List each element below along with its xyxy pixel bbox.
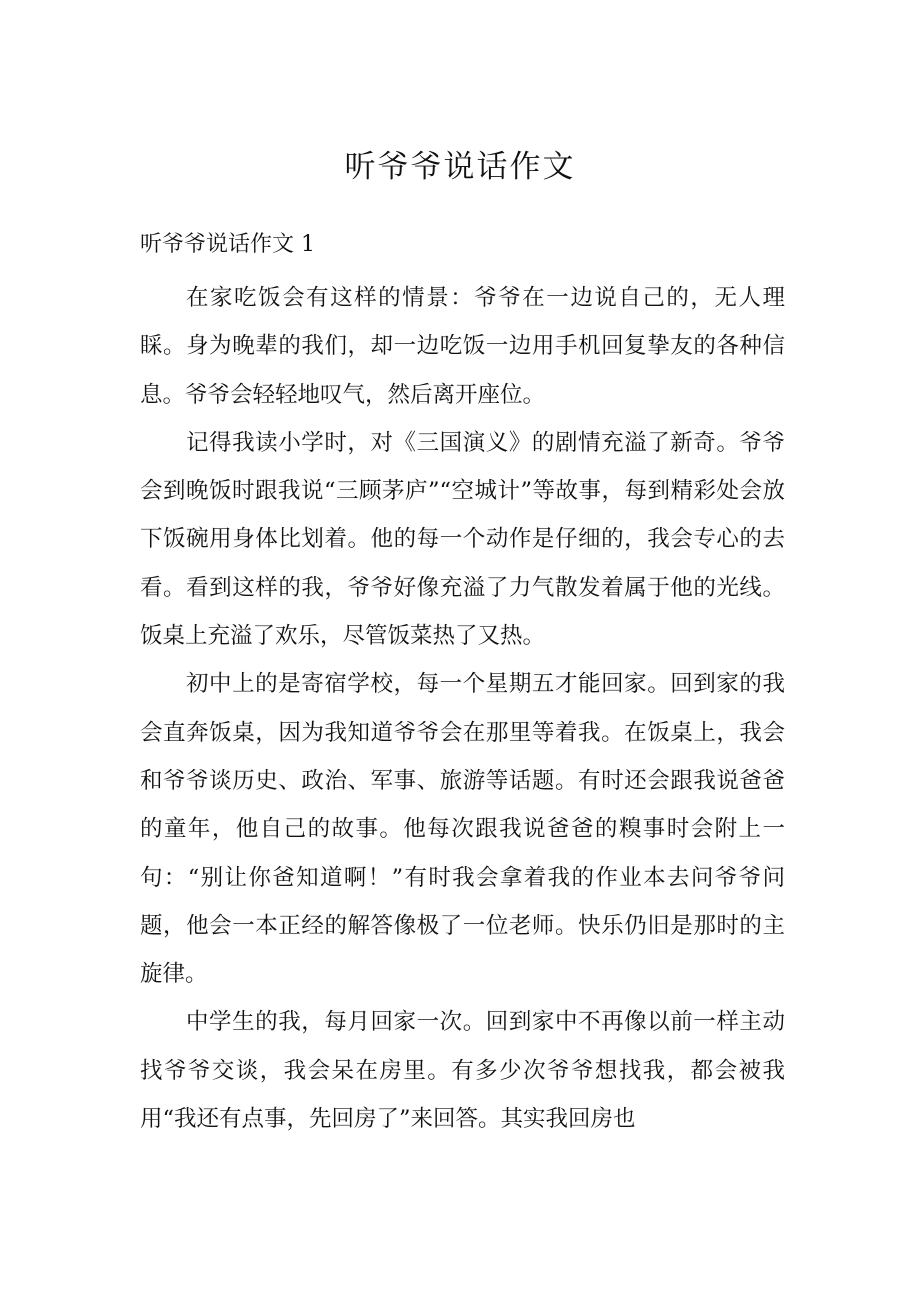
document-title: 听爷爷说话作文 [344, 149, 576, 185]
essay-body [140, 274, 785, 1143]
paragraph: 初中上的是寄宿学校，每一个星期五才能回家。回到家的我会直奔饭桌，因为我知道爷爷会在那里等着我。在饭桌上，我会和爷爷谈历史、政治、军事、旅游等话题。有时还会跟我说爸爸的童年，他自己的故事。他每次跟我说爸爸的糗事时会附上一句：“别让你爸知道啊！”有时我会拿着我的作业本去问爷爷问题，他会一本正经的解答像极了一位老师。快乐仍旧是那时的主旋律。 [140, 671, 785, 988]
paragraph: 记得我读小学时，对《三国演义》的剧情充溢了新奇。爷爷会到晚饭时跟我说“三顾茅庐”“空城计”等故事，每到精彩处会放下饭碗用身体比划着。他的每一个动作是仔细的，我会专心的去看。看到这样的我，爷爷好像充溢了力气散发着属于他的光线。饭桌上充溢了欢乐，尽管饭菜热了又热。 [140, 429, 785, 650]
paragraph: 中学生的我，每月回家一次。回到家中不再像以前一样主动找爷爷交谈，我会呆在房里。有多少次爷爷想找我，都会被我用“我还有点事，先回房了”来回答。其实我回房也 [140, 1009, 785, 1133]
paragraph: 在家吃饭会有这样的情景：爷爷在一边说自己的，无人理睬。身为晚辈的我们，却一边吃饭一边用手机回复挚友的各种信息。爷爷会轻轻地叹气，然后离开座位。 [140, 285, 785, 408]
essay-subtitle: 听爷爷说话作文 1 [140, 232, 315, 257]
